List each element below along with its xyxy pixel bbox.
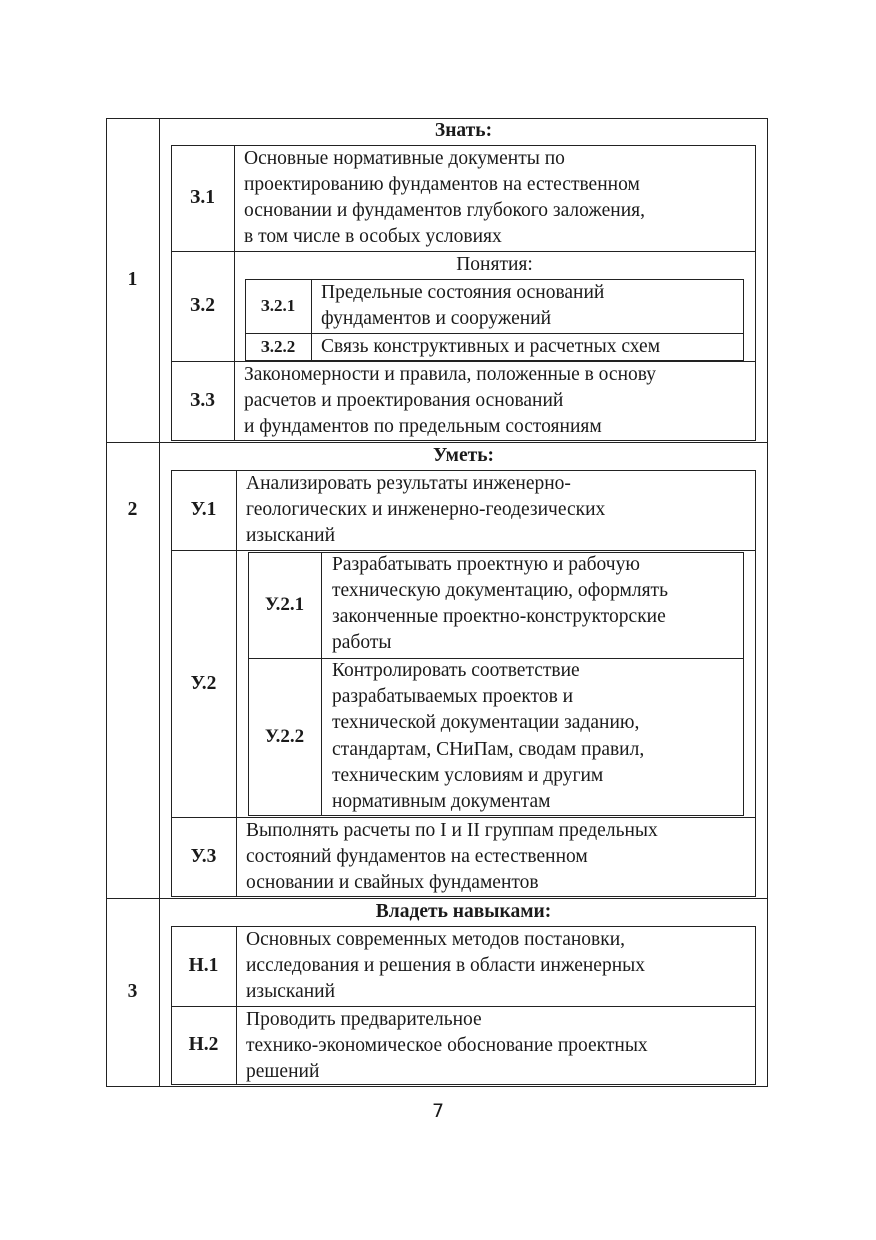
subitem-code: З.2.1 <box>260 296 296 315</box>
subitem-text: Разрабатывать проектную и рабочую <box>332 554 640 575</box>
item-text: изысканий <box>246 981 336 1002</box>
item-code: Н.2 <box>188 1034 219 1055</box>
subitem-text: Контролировать соответствие <box>332 660 580 681</box>
item-text: Проводить предварительное <box>246 1009 482 1030</box>
row-number: 2 <box>127 499 138 520</box>
subitem-text: законченные проектно-конструкторские <box>332 606 666 627</box>
item-code: З.2 <box>190 295 215 316</box>
item-code: У.1 <box>190 499 217 520</box>
item-subtitle: Понятия: <box>456 254 533 275</box>
item-text: проектированию фундаментов на естественном <box>244 174 640 195</box>
subitem-text: техническим условиям и другим <box>332 765 604 786</box>
row-number: 3 <box>127 981 138 1002</box>
item-text: исследования и решения в области инженерных <box>246 955 645 976</box>
item-code: У.2 <box>190 672 217 694</box>
item-text: Анализировать результаты инженерно- <box>246 473 571 494</box>
item-code: З.3 <box>190 389 215 411</box>
section-heading: Знать: <box>434 120 493 141</box>
subitem-text: нормативным документам <box>332 791 551 812</box>
item-text: решений <box>246 1061 320 1082</box>
section-heading: Уметь: <box>432 445 495 466</box>
item-text: Основные нормативные документы по <box>244 148 565 169</box>
item-text: состояний фундаментов на естественном <box>246 846 588 867</box>
subitem-text: стандартам, СНиПам, сводам правил, <box>332 739 645 760</box>
item-text: изысканий <box>246 525 336 546</box>
item-code: У.3 <box>190 845 217 867</box>
subitem-code: З.2.2 <box>260 336 296 356</box>
subitem-text: разрабатываемых проектов и <box>332 686 574 707</box>
page-number: 7 <box>431 1100 445 1122</box>
subitem-text: Предельные состояния оснований <box>321 282 605 303</box>
item-text: основании и фундаментов глубокого заложения, <box>244 200 645 221</box>
item-text: расчетов и проектирования оснований <box>244 390 564 411</box>
section-heading: Владеть навыками: <box>375 901 552 922</box>
item-text: геологических и инженерно-геодезических <box>246 499 606 520</box>
subitem-text: фундаментов и сооружений <box>321 308 552 329</box>
subitem-text: техническую документацию, оформлять <box>332 580 668 601</box>
subitem-code: У.2.1 <box>264 594 305 615</box>
item-text: Основных современных методов постановки, <box>246 929 626 950</box>
item-code: З.1 <box>190 187 215 208</box>
row-number: 1 <box>127 269 138 290</box>
item-text: Закономерности и правила, положенные в основу <box>244 364 657 385</box>
subitem-code: У.2.2 <box>264 725 305 747</box>
item-text: и фундаментов по предельным состояниям <box>244 416 602 437</box>
item-text: основании и свайных фундаментов <box>246 872 539 893</box>
subitem-text: работы <box>332 632 392 653</box>
subitem-text: Связь конструктивных и расчетных схем <box>321 336 661 357</box>
item-code: Н.1 <box>188 955 219 976</box>
item-text: технико-экономическое обоснование проектных <box>246 1035 648 1056</box>
item-text: в том числе в особых условиях <box>244 226 502 247</box>
subitem-text: технической документации заданию, <box>332 712 640 733</box>
item-text: Выполнять расчеты по I и II группам предельных <box>246 820 658 841</box>
